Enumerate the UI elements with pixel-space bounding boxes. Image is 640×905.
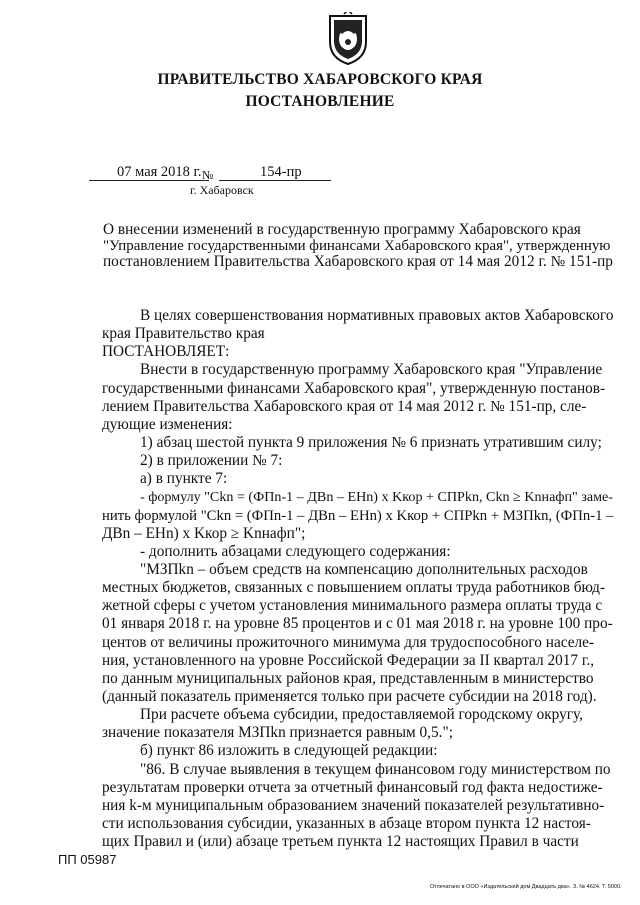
document-number: 154-пр [260, 164, 302, 180]
body-line: "86. В случае выявления в текущем финансовом году министерством по [140, 760, 611, 778]
body-line: местных бюджетов, связанных с повышением оплаты труда работников бюд- [102, 579, 606, 597]
document-body [102, 307, 614, 851]
body-line: результатам проверки отчета за отчетный финансовый год факта недостиже- [102, 778, 603, 796]
body-line: ПОСТАНОВЛЯЕТ: [102, 343, 230, 361]
body-line: сти использования субсидии, указанных в абзаце втором пункта 12 настоя- [102, 814, 591, 832]
body-line: щих Правил и (или) абзаце третьем пункта 12 настоящих Правил в части [102, 833, 579, 851]
body-line: "МЗПkn – объем средств на компенсацию дополнительных расходов [140, 560, 588, 578]
page-code: ПП 05987 [58, 852, 117, 867]
body-line: б) пункт 86 изложить в следующей редакции: [140, 742, 438, 760]
body-line: лением Правительства Хабаровского края от 14 мая 2012 г. № 151-пр, сле- [102, 397, 587, 415]
body-line: ния k-м муниципальным образованием значений показателей результативно- [102, 796, 605, 814]
subject-line: "Управление государственными финансами Хабаровского края", утвержденную [103, 238, 611, 254]
organization-title: ПРАВИТЕЛЬСТВО ХАБАРОВСКОГО КРАЯ [157, 71, 483, 88]
body-line: по данным муниципальных районов края, представленным в министерство [102, 669, 594, 687]
body-line: ния, установленного на уровне Российской Федерации за II квартал 2017 г., [102, 651, 595, 669]
body-line: Внести в государственную программу Хабаровского края "Управление [140, 361, 603, 379]
number-sign: № [202, 168, 214, 182]
body-line: нить формулой "Ckn = (ФПn-1 – ДВn – ЕНn) x Kкор + СПРkn + МЗПkn, (ФПn-1 – [102, 507, 614, 524]
subject-line: О внесении изменений в государственную программу Хабаровского края [103, 221, 581, 238]
document-date: 07 мая 2018 г. [117, 164, 202, 180]
document-type-title: ПОСТАНОВЛЕНИЕ [245, 93, 395, 110]
body-line: центов от величины прожиточного минимума для трудоспособного населе- [102, 633, 595, 651]
date-underline [89, 180, 209, 181]
body-line: - дополнить абзацами следующего содержания: [140, 542, 451, 560]
body-line: края Правительство края [102, 325, 265, 343]
body-line: а) в пункте 7: [140, 470, 228, 488]
body-line: жетной сферы с учетом установления минимального размера оплаты труда с [102, 597, 603, 615]
subject-line: постановлением Правительства Хабаровского края от 14 мая 2012 г. № 151-пр [103, 253, 613, 270]
body-line: 01 января 2018 г. на уровне 85 процентов и с 01 мая 2018 г. на уровне 100 про- [102, 615, 613, 633]
body-line: дующие изменения: [102, 415, 233, 433]
body-line: 1) абзац шестой пункта 9 приложения № 6 признать утратившим силу; [140, 433, 602, 451]
body-line: - формулу "Ckn = (ФПn-1 – ДВn – ЕНn) x Kкор + СПРkn, Ckn ≥ Knнафп" заме- [140, 489, 613, 506]
body-line: 2) в приложении № 7: [140, 452, 283, 470]
body-line: (данный показатель применяется только при расчете субсидии на 2018 год). [102, 687, 597, 705]
body-line: При расчете объема субсидии, предоставляемой городскому округу, [140, 706, 583, 724]
printer-imprint: Отпечатано в ООО «Издательский дом Двадцать два». З. № 4624. Т. 5000. [430, 884, 622, 890]
body-line: государственными финансами Хабаровского края", утвержденную постанов- [102, 379, 606, 397]
number-underline [219, 180, 331, 181]
body-line: ДВn – ЕНn) x Kкор ≥ Knнафп"; [102, 524, 306, 542]
coat-of-arms-icon [326, 12, 370, 66]
document-subject [103, 222, 613, 270]
body-line: значение показателя МЗПkn признается равным 0,5."; [102, 724, 453, 742]
document-city: г. Хабаровск [190, 183, 254, 197]
body-line: В целях совершенствования нормативных правовых актов Хабаровского [140, 307, 614, 324]
